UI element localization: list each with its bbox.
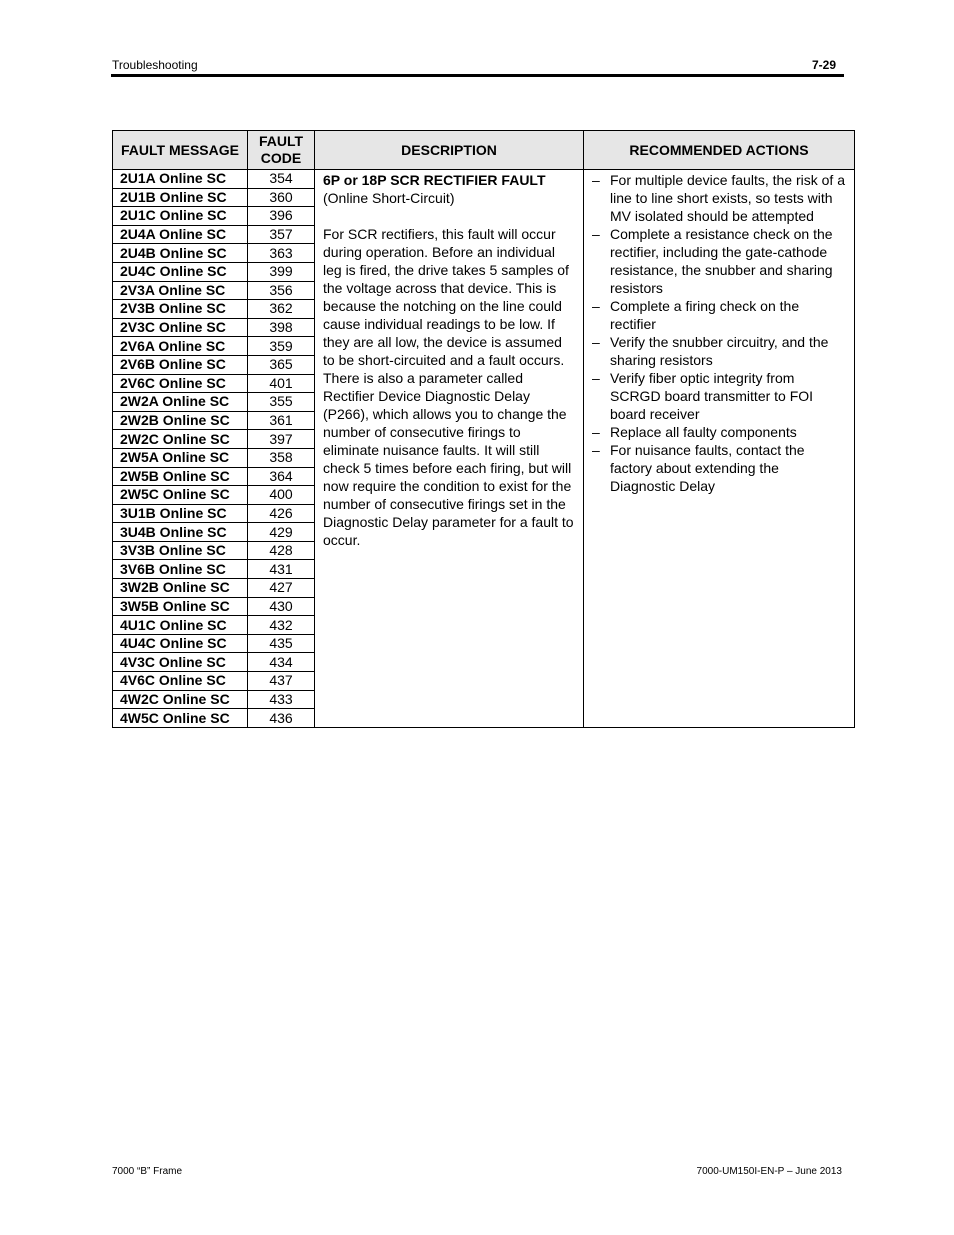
action-item [592, 441, 848, 495]
fault-code-cell: 365 [248, 355, 315, 374]
dash-bullet-icon: – [592, 424, 600, 440]
fault-code-cell: 427 [248, 579, 315, 598]
fault-code-cell: 433 [248, 690, 315, 709]
action-item [592, 297, 848, 333]
fault-code-cell: 401 [248, 374, 315, 393]
fault-description-text: For SCR rectifiers, this fault will occur during operation. Before an individual leg is fired, the drive takes 5 samples of the voltage across that device. This is because the notching on the line could cause individual readings to be low. If they are all low, the device is assumed to be short-circuited and a fault occurs. There is also a parameter called Rectifier Device Diagnostic Delay (P266), which allows you to change the number of consecutive firings to eliminate nuisance faults. It will still check 5 times before each firing, but will now require the condition to exist for the number of consecutive firings set in the Diagnostic Delay parameter for a fault to occur. [323, 226, 574, 548]
dash-bullet-icon: – [592, 298, 600, 314]
fault-code-cell: 431 [248, 560, 315, 579]
fault-message-cell: 4W2C Online SC [113, 690, 248, 709]
column-header-fault-code: FAULT CODE [248, 131, 315, 170]
dash-bullet-icon: – [592, 370, 600, 386]
fault-code-cell: 359 [248, 337, 315, 356]
fault-message-cell: 3V3B Online SC [113, 541, 248, 560]
fault-message-cell: 2U4B Online SC [113, 244, 248, 263]
action-item [592, 423, 848, 441]
fault-message-cell: 2W2C Online SC [113, 430, 248, 449]
fault-message-cell: 2U1C Online SC [113, 207, 248, 226]
fault-code-cell: 358 [248, 448, 315, 467]
action-item [592, 333, 848, 369]
fault-message-cell: 2V3C Online SC [113, 318, 248, 337]
fault-code-cell: 362 [248, 300, 315, 319]
fault-message-cell: 2U4A Online SC [113, 225, 248, 244]
action-list [592, 171, 848, 495]
fault-code-cell: 435 [248, 634, 315, 653]
fault-code-cell: 356 [248, 281, 315, 300]
fault-code-cell: 363 [248, 244, 315, 263]
table-header-row [113, 131, 855, 170]
fault-code-cell: 432 [248, 616, 315, 635]
action-item [592, 369, 848, 423]
fault-message-cell: 2U4C Online SC [113, 262, 248, 281]
fault-message-cell: 2V3A Online SC [113, 281, 248, 300]
fault-message-cell: 4U1C Online SC [113, 616, 248, 635]
fault-code-cell: 400 [248, 486, 315, 505]
table-body [113, 170, 855, 728]
fault-message-cell: 4V3C Online SC [113, 653, 248, 672]
action-text: For multiple device faults, the risk of a line to line short exists, so tests with MV isolated should be attempted [610, 172, 845, 224]
fault-code-cell: 355 [248, 393, 315, 412]
action-text: Verify fiber optic integrity from SCRGD board transmitter to FOI board receiver [610, 370, 814, 422]
fault-message-cell: 2V3B Online SC [113, 300, 248, 319]
table-row [113, 170, 855, 189]
recommended-actions-cell [584, 170, 855, 728]
fault-code-cell: 428 [248, 541, 315, 560]
fault-code-cell: 396 [248, 207, 315, 226]
fault-code-cell: 399 [248, 262, 315, 281]
action-text: Replace all faulty components [610, 424, 797, 440]
fault-message-cell: 3W2B Online SC [113, 579, 248, 598]
fault-message-cell: 2V6B Online SC [113, 355, 248, 374]
fault-code-cell: 397 [248, 430, 315, 449]
fault-subtitle: (Online Short-Circuit) [323, 190, 455, 206]
fault-message-cell: 2W2A Online SC [113, 393, 248, 412]
dash-bullet-icon: – [592, 334, 600, 350]
column-header-description: DESCRIPTION [315, 131, 584, 170]
header-rule [111, 74, 844, 77]
fault-message-cell: 3U4B Online SC [113, 523, 248, 542]
fault-table [112, 130, 855, 728]
footer-product: 7000 “B” Frame [112, 1166, 183, 1177]
dash-bullet-icon: – [592, 172, 600, 188]
fault-code-cell: 354 [248, 170, 315, 189]
fault-code-cell: 436 [248, 709, 315, 728]
fault-code-cell: 357 [248, 225, 315, 244]
fault-message-cell: 2U1B Online SC [113, 188, 248, 207]
fault-code-cell: 429 [248, 523, 315, 542]
fault-message-cell: 2W5C Online SC [113, 486, 248, 505]
column-header-fault-message: FAULT MESSAGE [113, 131, 248, 170]
fault-message-cell: 2W5B Online SC [113, 467, 248, 486]
action-text: For nuisance faults, contact the factory about extending the Diagnostic Delay [610, 442, 805, 494]
fault-message-cell: 2W2B Online SC [113, 411, 248, 430]
dash-bullet-icon: – [592, 226, 600, 242]
fault-code-cell: 364 [248, 467, 315, 486]
fault-code-cell: 437 [248, 672, 315, 691]
action-text: Verify the snubber circuitry, and the sharing resistors [610, 334, 829, 368]
fault-message-cell: 4U4C Online SC [113, 634, 248, 653]
fault-code-cell: 361 [248, 411, 315, 430]
page-number: 7-29 [811, 58, 836, 72]
fault-message-cell: 2V6A Online SC [113, 337, 248, 356]
fault-title: 6P or 18P SCR RECTIFIER FAULT [323, 172, 546, 188]
fault-message-cell: 2U1A Online SC [113, 170, 248, 189]
fault-message-cell: 4W5C Online SC [113, 709, 248, 728]
dash-bullet-icon: – [592, 442, 600, 458]
action-item [592, 171, 848, 225]
fault-message-cell: 3V6B Online SC [113, 560, 248, 579]
column-header-recommended-actions: RECOMMENDED ACTIONS [584, 131, 855, 170]
fault-message-cell: 3W5B Online SC [113, 597, 248, 616]
fault-code-cell: 430 [248, 597, 315, 616]
fault-code-cell: 360 [248, 188, 315, 207]
fault-message-cell: 4V6C Online SC [113, 672, 248, 691]
footer-publication: 7000-UM150I-EN-P – June 2013 [696, 1166, 842, 1177]
description-cell [315, 170, 584, 728]
section-title: Troubleshooting [112, 58, 198, 72]
fault-code-cell: 398 [248, 318, 315, 337]
fault-code-cell: 434 [248, 653, 315, 672]
action-item [592, 225, 848, 297]
fault-message-cell: 2W5A Online SC [113, 448, 248, 467]
action-text: Complete a resistance check on the rectifier, including the gate-cathode resistance, the snubber and sharing resistors [610, 226, 833, 296]
action-text: Complete a firing check on the rectifier [610, 298, 800, 332]
fault-message-cell: 3U1B Online SC [113, 504, 248, 523]
fault-message-cell: 2V6C Online SC [113, 374, 248, 393]
fault-code-cell: 426 [248, 504, 315, 523]
